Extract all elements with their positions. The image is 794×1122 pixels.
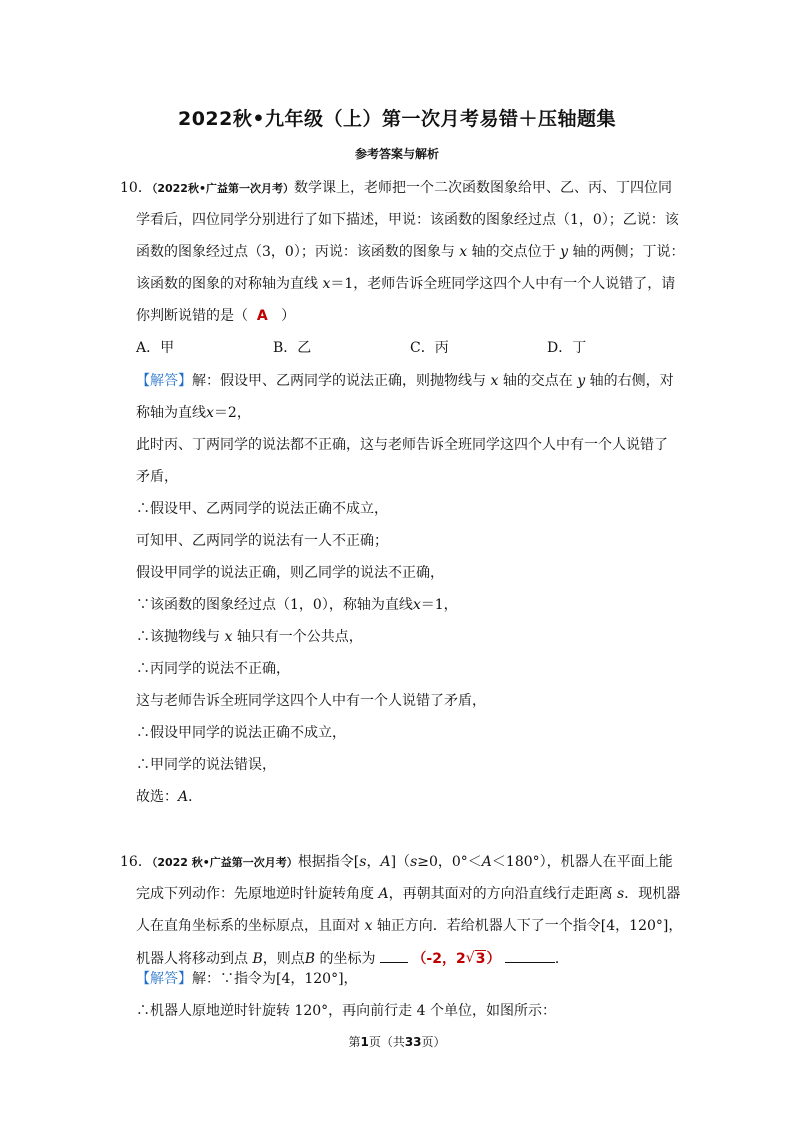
option-a: A．甲 <box>136 340 175 356</box>
solution-tag: 【解答】 <box>136 373 192 389</box>
sqrt-symbol: √ 3 <box>465 950 486 967</box>
page-footer: 第1页（共33页） <box>348 1035 446 1049</box>
question-source: （2022秋•广益第一次月考） <box>151 182 294 195</box>
solution-line-12: ∴假设甲同学的说法正确不成立， <box>136 725 346 741</box>
question-16-solution-line-1: 【解答】解：∵指令为[4，120°]， <box>136 971 358 987</box>
solution-line-2: 称轴为直线x＝2， <box>136 405 251 421</box>
answer-mark: A <box>256 308 268 324</box>
solution-line-8: ∵该函数的图象经过点（1，0），称轴为直线x＝1， <box>136 597 458 613</box>
question-16-line-2: 完成下列动作：先原地逆时针旋转角度 A，再朝其面对的方向沿直线行走距离 s．现机器 <box>136 886 681 902</box>
question-10-line-1: 10．（2022秋•广益第一次月考）数学课上，老师把一个二次函数图象给甲、乙、丙、丁四位同 <box>120 180 672 196</box>
question-16-solution-line-2: ∴机器人原地逆时针旋转 120°，再向前行走 4 个单位，如图所示： <box>136 1003 556 1019</box>
solution-line-7: 假设甲同学的说法正确，则乙同学的说法不正确， <box>136 565 444 581</box>
solution-tag: 【解答】 <box>136 971 192 987</box>
solution-line-1: 【解答】解：假设甲、乙两同学的说法正确，则抛物线与 x 轴的交点在 y 轴的右侧，对 <box>136 373 674 389</box>
option-c: C．丙 <box>410 340 449 356</box>
total-pages: 33 <box>404 1035 422 1049</box>
solution-line-13: ∴甲同学的说法错误， <box>136 757 276 773</box>
question-number: 10． <box>120 180 152 196</box>
question-number: 16． <box>120 854 152 870</box>
solution-line-11: 这与老师告诉全班同学这四个人中有一个人说错了矛盾， <box>136 693 486 709</box>
page-number: 1 <box>360 1035 369 1049</box>
question-10-line-3: 函数的图象经过点（3，0）；丙说：该函数的图象与 x 轴的交点位于 y 轴的两侧；丁说： <box>136 244 685 260</box>
solution-line-5: ∴假设甲、乙两同学的说法正确不成立， <box>136 501 388 517</box>
solution-line-9: ∴该抛物线与 x 轴只有一个公共点， <box>136 629 363 645</box>
question-10-line-5: 你判断说错的是（ A ） <box>136 308 296 324</box>
question-16-line-1: 16．（2022 秋•广益第一次月考）根据指令[s，A]（s≥0，0°＜A＜180°），机器人在平面上能 <box>120 854 673 870</box>
solution-line-3: 此时丙、丁两同学的说法都不正确，这与老师告诉全班同学这四个人中有一个人说错了 <box>136 437 668 453</box>
page-title: 2022秋•九年级（上）第一次月考易错＋压轴题集 <box>177 108 617 130</box>
solution-line-10: ∴丙同学的说法不正确， <box>136 661 290 677</box>
question-16-line-3: 人在直角坐标系的坐标原点，且面对 x 轴正方向．若给机器人下了一个指令[4，120°]， <box>136 918 683 934</box>
answer-coordinates: （-2，2 √ 3） <box>412 950 501 967</box>
solution-line-14: 故选：A． <box>136 789 203 805</box>
solution-line-4: 矛盾， <box>136 469 178 485</box>
answer-blank-left <box>380 948 408 963</box>
option-b: B．乙 <box>273 340 312 356</box>
answer-blank-right <box>505 948 555 963</box>
question-source: （2022 秋•广益第一次月考） <box>151 856 298 869</box>
option-d: D．丁 <box>547 340 587 356</box>
question-10-line-4: 该函数的图象的对称轴为直线 x＝1，老师告诉全班同学这四个人中有一个人说错了，请 <box>136 276 676 292</box>
options-row <box>136 338 684 358</box>
solution-line-6: 可知甲、乙两同学的说法有一人不正确； <box>136 533 388 549</box>
question-16-line-4: 机器人将移动到点 B，则点B 的坐标为 （-2，2 √ 3） ． <box>136 950 569 967</box>
page-subtitle: 参考答案与解析 <box>354 147 439 161</box>
question-10-line-2: 学看后，四位同学分别进行了如下描述，甲说：该函数的图象经过点（1，0）；乙说：该 <box>136 212 679 228</box>
